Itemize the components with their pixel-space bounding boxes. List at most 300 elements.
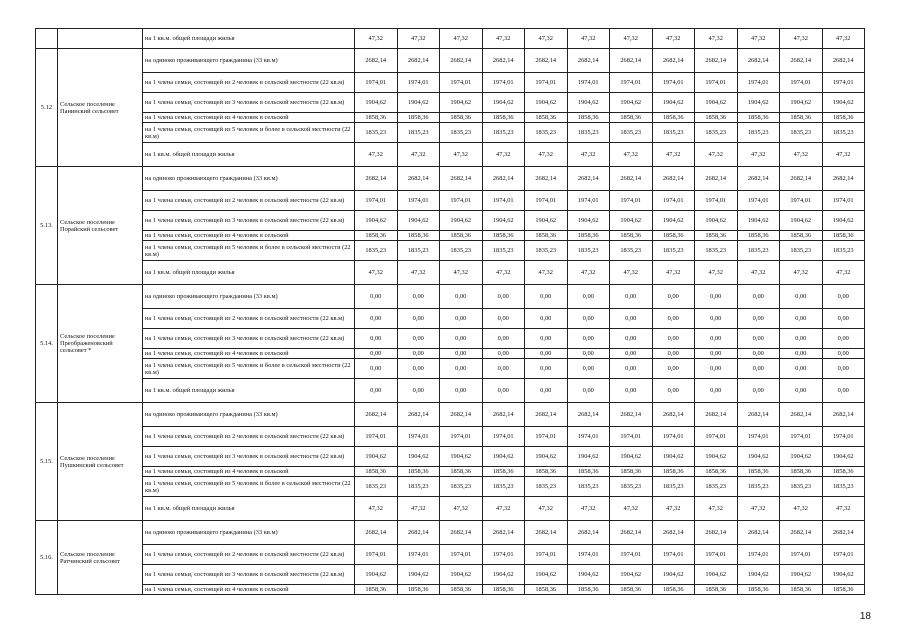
value-cell: 1858,36	[355, 113, 398, 123]
value-cell: 47,32	[440, 29, 483, 49]
table-row	[36, 521, 865, 545]
value-cell: 1974,01	[440, 545, 483, 565]
row-description: на 1 члена семьи, состоящей из 3 человек в сельской местности (22 кв.м)	[143, 329, 355, 349]
value-cell: 2682,14	[610, 403, 653, 427]
value-cell: 47,32	[737, 497, 780, 521]
table-row	[36, 379, 865, 403]
value-cell: 1904,62	[652, 447, 695, 467]
value-cell: 2682,14	[822, 167, 865, 191]
value-cell: 0,00	[610, 359, 653, 379]
value-cell: 2682,14	[737, 403, 780, 427]
value-cell: 47,32	[822, 497, 865, 521]
value-cell: 1974,01	[822, 191, 865, 211]
value-cell: 1858,36	[780, 585, 823, 595]
value-cell: 0,00	[780, 309, 823, 329]
table-row	[36, 585, 865, 595]
value-cell: 0,00	[482, 329, 525, 349]
row-description: на 1 члена семьи, состоящей из 3 человек в сельской местности (22 кв.м)	[143, 93, 355, 113]
value-cell: 1904,62	[397, 211, 440, 231]
row-description: на 1 члена семьи, состоящей из 4 человек в сельской	[143, 585, 355, 595]
value-cell: 47,32	[567, 497, 610, 521]
value-cell: 1904,62	[355, 565, 398, 585]
value-cell: 1835,23	[780, 477, 823, 497]
value-cell: 2682,14	[355, 521, 398, 545]
value-cell: 1835,23	[652, 123, 695, 143]
value-cell: 47,32	[355, 261, 398, 285]
value-cell: 0,00	[737, 379, 780, 403]
value-cell: 0,00	[525, 329, 568, 349]
value-cell: 2682,14	[397, 167, 440, 191]
table-row	[36, 241, 865, 261]
value-cell: 1904,62	[822, 211, 865, 231]
row-description: на 1 члена семьи, состоящей из 4 человек в сельской	[143, 349, 355, 359]
value-cell: 1974,01	[822, 545, 865, 565]
value-cell: 1858,36	[695, 113, 738, 123]
value-cell: 2682,14	[525, 49, 568, 73]
value-cell: 47,32	[525, 143, 568, 167]
value-cell: 1858,36	[525, 113, 568, 123]
row-description: на 1 члена семьи, состоящей из 3 человек в сельской местности (22 кв.м)	[143, 447, 355, 467]
value-cell: 0,00	[440, 359, 483, 379]
table-row	[36, 467, 865, 477]
value-cell: 1858,36	[397, 231, 440, 241]
value-cell: 0,00	[780, 329, 823, 349]
value-cell: 1974,01	[695, 427, 738, 447]
value-cell: 1835,23	[695, 477, 738, 497]
value-cell: 1974,01	[355, 191, 398, 211]
value-cell: 1904,62	[780, 211, 823, 231]
value-cell: 2682,14	[780, 521, 823, 545]
value-cell: 1835,23	[652, 241, 695, 261]
value-cell: 1858,36	[822, 231, 865, 241]
value-cell: 0,00	[652, 359, 695, 379]
value-cell: 0,00	[610, 379, 653, 403]
row-description: на 1 члена семьи, состоящей из 3 человек в сельской местности (22 кв.м)	[143, 565, 355, 585]
value-cell: 0,00	[822, 359, 865, 379]
value-cell: 0,00	[780, 349, 823, 359]
value-cell: 1904,62	[567, 447, 610, 467]
value-cell: 1858,36	[822, 467, 865, 477]
section-index: 5.12	[36, 49, 58, 167]
section-index: 5.13.	[36, 167, 58, 285]
value-cell: 47,32	[652, 261, 695, 285]
value-cell: 1904,62	[652, 565, 695, 585]
value-cell: 1835,23	[440, 123, 483, 143]
value-cell: 1904,62	[822, 565, 865, 585]
row-description: на 1 члена семьи, состоящей из 2 человек в сельской местности (22 кв.м)	[143, 545, 355, 565]
value-cell: 0,00	[397, 309, 440, 329]
value-cell: 1904,62	[567, 93, 610, 113]
table-row	[36, 545, 865, 565]
tariff-table-body	[36, 29, 865, 595]
row-description: на одиноко проживающего гражданина (33 кв.м)	[143, 403, 355, 427]
row-description: на 1 члена семьи, состоящей из 2 человек в сельской местности (22 кв.м)	[143, 73, 355, 93]
page-number: 18	[859, 611, 871, 622]
value-cell: 1904,62	[525, 211, 568, 231]
value-cell: 0,00	[737, 329, 780, 349]
value-cell: 1904,62	[695, 447, 738, 467]
value-cell: 0,00	[822, 349, 865, 359]
value-cell: 1835,23	[482, 123, 525, 143]
value-cell: 0,00	[482, 349, 525, 359]
value-cell: 1904,62	[737, 565, 780, 585]
value-cell: 1858,36	[652, 585, 695, 595]
value-cell: 0,00	[397, 285, 440, 309]
value-cell: 2682,14	[525, 167, 568, 191]
value-cell: 1974,01	[695, 545, 738, 565]
table-row	[36, 123, 865, 143]
value-cell: 1974,01	[525, 545, 568, 565]
value-cell: 1974,01	[822, 427, 865, 447]
value-cell: 1974,01	[652, 73, 695, 93]
value-cell: 1835,23	[822, 123, 865, 143]
row-description: на одиноко проживающего гражданина (33 кв.м)	[143, 167, 355, 191]
table-row	[36, 261, 865, 285]
value-cell: 47,32	[652, 497, 695, 521]
value-cell: 2682,14	[780, 167, 823, 191]
value-cell: 0,00	[397, 349, 440, 359]
value-cell: 47,32	[482, 497, 525, 521]
value-cell: 0,00	[525, 349, 568, 359]
value-cell: 1974,01	[440, 427, 483, 447]
value-cell: 0,00	[525, 359, 568, 379]
table-row	[36, 349, 865, 359]
value-cell: 1904,62	[695, 565, 738, 585]
value-cell: 0,00	[610, 285, 653, 309]
value-cell: 1835,23	[567, 123, 610, 143]
value-cell: 1974,01	[440, 73, 483, 93]
value-cell: 1858,36	[610, 113, 653, 123]
value-cell: 1835,23	[610, 241, 653, 261]
value-cell: 1904,62	[397, 447, 440, 467]
value-cell: 1835,23	[610, 477, 653, 497]
value-cell: 0,00	[397, 359, 440, 379]
table-row	[36, 309, 865, 329]
row-description: на 1 члена семьи, состоящей из 4 человек в сельской	[143, 113, 355, 123]
value-cell: 1974,01	[652, 427, 695, 447]
value-cell: 0,00	[355, 379, 398, 403]
value-cell: 47,32	[737, 261, 780, 285]
row-description: на 1 члена семьи, состоящей из 4 человек в сельской	[143, 467, 355, 477]
value-cell: 47,32	[610, 497, 653, 521]
value-cell: 1904,62	[440, 93, 483, 113]
value-cell: 2682,14	[482, 167, 525, 191]
value-cell: 1974,01	[440, 191, 483, 211]
value-cell: 2682,14	[652, 167, 695, 191]
value-cell: 47,32	[780, 261, 823, 285]
value-cell: 0,00	[780, 379, 823, 403]
value-cell: 47,32	[737, 143, 780, 167]
value-cell: 47,32	[397, 29, 440, 49]
table-row	[36, 427, 865, 447]
value-cell: 0,00	[737, 285, 780, 309]
value-cell: 1974,01	[355, 545, 398, 565]
value-cell: 1974,01	[525, 191, 568, 211]
value-cell: 1974,01	[567, 545, 610, 565]
value-cell: 47,32	[822, 143, 865, 167]
value-cell: 1904,62	[780, 447, 823, 467]
value-cell: 1974,01	[397, 73, 440, 93]
value-cell: 47,32	[355, 497, 398, 521]
value-cell: 1974,01	[567, 191, 610, 211]
table-row	[36, 477, 865, 497]
value-cell: 1835,23	[440, 477, 483, 497]
value-cell: 1858,36	[737, 113, 780, 123]
value-cell: 0,00	[652, 379, 695, 403]
table-row	[36, 211, 865, 231]
value-cell: 1858,36	[525, 467, 568, 477]
value-cell: 0,00	[482, 309, 525, 329]
value-cell: 1835,23	[525, 477, 568, 497]
value-cell: 0,00	[397, 329, 440, 349]
section-index: 5.15.	[36, 403, 58, 521]
row-description: на 1 члена семьи, состоящей из 4 человек в сельской	[143, 231, 355, 241]
value-cell: 0,00	[482, 359, 525, 379]
value-cell: 1904,62	[610, 565, 653, 585]
value-cell: 2682,14	[610, 167, 653, 191]
value-cell: 0,00	[397, 379, 440, 403]
value-cell: 1835,23	[737, 123, 780, 143]
value-cell: 47,32	[610, 261, 653, 285]
table-row	[36, 359, 865, 379]
value-cell: 0,00	[567, 285, 610, 309]
value-cell: 1858,36	[737, 585, 780, 595]
value-cell: 0,00	[737, 349, 780, 359]
value-cell: 1858,36	[610, 585, 653, 595]
value-cell: 1858,36	[440, 467, 483, 477]
value-cell: 1858,36	[567, 113, 610, 123]
value-cell: 1858,36	[652, 231, 695, 241]
value-cell: 47,32	[440, 497, 483, 521]
value-cell: 2682,14	[440, 403, 483, 427]
value-cell: 2682,14	[737, 49, 780, 73]
value-cell: 1974,01	[482, 427, 525, 447]
tariff-table	[35, 28, 865, 595]
row-description: на 1 члена семьи, состоящей из 2 человек в сельской местности (22 кв.м)	[143, 191, 355, 211]
value-cell: 1835,23	[397, 241, 440, 261]
value-cell: 47,32	[567, 29, 610, 49]
value-cell: 1904,62	[695, 93, 738, 113]
value-cell: 1974,01	[482, 191, 525, 211]
value-cell: 0,00	[822, 285, 865, 309]
value-cell: 2682,14	[737, 167, 780, 191]
value-cell: 1974,01	[567, 427, 610, 447]
value-cell: 1974,01	[652, 545, 695, 565]
value-cell: 47,32	[780, 497, 823, 521]
value-cell: 1904,62	[440, 447, 483, 467]
value-cell: 1974,01	[397, 191, 440, 211]
value-cell: 1904,62	[822, 447, 865, 467]
value-cell: 47,32	[610, 29, 653, 49]
value-cell: 0,00	[610, 309, 653, 329]
value-cell: 1858,36	[440, 585, 483, 595]
value-cell: 1974,01	[780, 545, 823, 565]
section-index: 5.16.	[36, 521, 58, 595]
row-description: на 1 кв.м. общей площади жилья	[143, 379, 355, 403]
value-cell: 0,00	[695, 285, 738, 309]
value-cell: 0,00	[355, 359, 398, 379]
value-cell: 0,00	[822, 309, 865, 329]
value-cell: 1904,62	[822, 93, 865, 113]
section-name: Сельское поселение Панинский сельсовет	[58, 49, 143, 167]
value-cell: 0,00	[567, 329, 610, 349]
value-cell: 0,00	[822, 379, 865, 403]
value-cell: 0,00	[482, 285, 525, 309]
value-cell: 1835,23	[822, 477, 865, 497]
value-cell: 1904,62	[482, 93, 525, 113]
value-cell: 1904,62	[482, 211, 525, 231]
row-description: на 1 кв.м. общей площади жилья	[143, 143, 355, 167]
value-cell: 2682,14	[482, 403, 525, 427]
value-cell: 2682,14	[440, 521, 483, 545]
value-cell: 0,00	[440, 329, 483, 349]
value-cell: 1974,01	[355, 73, 398, 93]
value-cell: 1835,23	[652, 477, 695, 497]
value-cell: 0,00	[652, 349, 695, 359]
value-cell: 47,32	[652, 143, 695, 167]
value-cell: 1904,62	[525, 93, 568, 113]
section-name-cell	[58, 29, 143, 49]
value-cell: 47,32	[822, 29, 865, 49]
value-cell: 2682,14	[822, 521, 865, 545]
value-cell: 0,00	[440, 379, 483, 403]
table-row	[36, 497, 865, 521]
value-cell: 1858,36	[695, 585, 738, 595]
value-cell: 1974,01	[652, 191, 695, 211]
value-cell: 0,00	[695, 359, 738, 379]
value-cell: 1904,62	[780, 565, 823, 585]
value-cell: 1858,36	[525, 231, 568, 241]
value-cell: 47,32	[737, 29, 780, 49]
value-cell: 1858,36	[822, 113, 865, 123]
value-cell: 1858,36	[397, 585, 440, 595]
value-cell: 0,00	[780, 285, 823, 309]
table-row	[36, 143, 865, 167]
value-cell: 1974,01	[822, 73, 865, 93]
value-cell: 1858,36	[780, 231, 823, 241]
value-cell: 1904,62	[737, 211, 780, 231]
value-cell: 0,00	[567, 349, 610, 359]
value-cell: 0,00	[780, 359, 823, 379]
value-cell: 1835,23	[737, 477, 780, 497]
row-description: на 1 члена семьи, состоящей из 2 человек в сельской местности (22 кв.м)	[143, 309, 355, 329]
value-cell: 1904,62	[525, 447, 568, 467]
value-cell: 1974,01	[737, 191, 780, 211]
value-cell: 1858,36	[610, 467, 653, 477]
value-cell: 1904,62	[610, 447, 653, 467]
value-cell: 1974,01	[737, 73, 780, 93]
value-cell: 1858,36	[780, 113, 823, 123]
value-cell: 0,00	[652, 285, 695, 309]
table-row	[36, 29, 865, 49]
table-row	[36, 167, 865, 191]
value-cell: 1858,36	[610, 231, 653, 241]
value-cell: 1974,01	[780, 427, 823, 447]
value-cell: 47,32	[525, 261, 568, 285]
table-row	[36, 231, 865, 241]
value-cell: 47,32	[482, 29, 525, 49]
table-row	[36, 329, 865, 349]
value-cell: 2682,14	[440, 49, 483, 73]
table-row	[36, 73, 865, 93]
value-cell: 1835,23	[610, 123, 653, 143]
value-cell: 1904,62	[652, 211, 695, 231]
table-row	[36, 565, 865, 585]
value-cell: 0,00	[525, 285, 568, 309]
value-cell: 47,32	[440, 143, 483, 167]
value-cell: 47,32	[440, 261, 483, 285]
section-name: Сельское поселение Преображеновский сельсовет *	[58, 285, 143, 403]
value-cell: 47,32	[397, 143, 440, 167]
value-cell: 2682,14	[610, 521, 653, 545]
value-cell: 0,00	[652, 309, 695, 329]
value-cell: 1904,62	[440, 211, 483, 231]
value-cell: 1835,23	[397, 477, 440, 497]
value-cell: 2682,14	[440, 167, 483, 191]
value-cell: 2682,14	[397, 521, 440, 545]
value-cell: 2682,14	[822, 403, 865, 427]
value-cell: 1858,36	[355, 585, 398, 595]
value-cell: 1974,01	[567, 73, 610, 93]
row-description: на 1 кв.м. общей площади жилья	[143, 261, 355, 285]
value-cell: 47,32	[780, 29, 823, 49]
value-cell: 2682,14	[652, 49, 695, 73]
value-cell: 1858,36	[482, 467, 525, 477]
value-cell: 47,32	[525, 29, 568, 49]
value-cell: 1904,62	[355, 93, 398, 113]
value-cell: 47,32	[695, 29, 738, 49]
value-cell: 1858,36	[525, 585, 568, 595]
value-cell: 0,00	[440, 349, 483, 359]
value-cell: 0,00	[355, 329, 398, 349]
value-cell: 2682,14	[695, 521, 738, 545]
row-description: на 1 члена семьи, состоящей из 5 человек и более в сельской местности (22 кв.м)	[143, 359, 355, 379]
value-cell: 1904,62	[525, 565, 568, 585]
value-cell: 1904,62	[397, 565, 440, 585]
value-cell: 1835,23	[695, 123, 738, 143]
value-cell: 2682,14	[525, 403, 568, 427]
value-cell: 0,00	[737, 309, 780, 329]
value-cell: 2682,14	[355, 49, 398, 73]
row-description: на одиноко проживающего гражданина (33 кв.м)	[143, 521, 355, 545]
value-cell: 0,00	[567, 379, 610, 403]
value-cell: 2682,14	[397, 403, 440, 427]
value-cell: 47,32	[610, 143, 653, 167]
value-cell: 1858,36	[482, 585, 525, 595]
value-cell: 2682,14	[780, 49, 823, 73]
value-cell: 1858,36	[695, 231, 738, 241]
value-cell: 1835,23	[737, 241, 780, 261]
value-cell: 1974,01	[610, 545, 653, 565]
value-cell: 0,00	[695, 329, 738, 349]
value-cell: 47,32	[652, 29, 695, 49]
row-description: на 1 члена семьи, состоящей из 5 человек и более в сельской местности (22 кв.м)	[143, 477, 355, 497]
value-cell: 0,00	[440, 285, 483, 309]
value-cell: 0,00	[355, 349, 398, 359]
value-cell: 2682,14	[567, 403, 610, 427]
value-cell: 2682,14	[695, 403, 738, 427]
value-cell: 2682,14	[567, 521, 610, 545]
value-cell: 1835,23	[567, 241, 610, 261]
value-cell: 1904,62	[737, 93, 780, 113]
table-row	[36, 93, 865, 113]
value-cell: 1904,62	[695, 211, 738, 231]
value-cell: 1974,01	[780, 73, 823, 93]
value-cell: 1858,36	[440, 231, 483, 241]
value-cell: 1974,01	[737, 545, 780, 565]
value-cell: 1858,36	[567, 467, 610, 477]
row-description: на 1 члена семьи, состоящей из 3 человек в сельской местности (22 кв.м)	[143, 211, 355, 231]
